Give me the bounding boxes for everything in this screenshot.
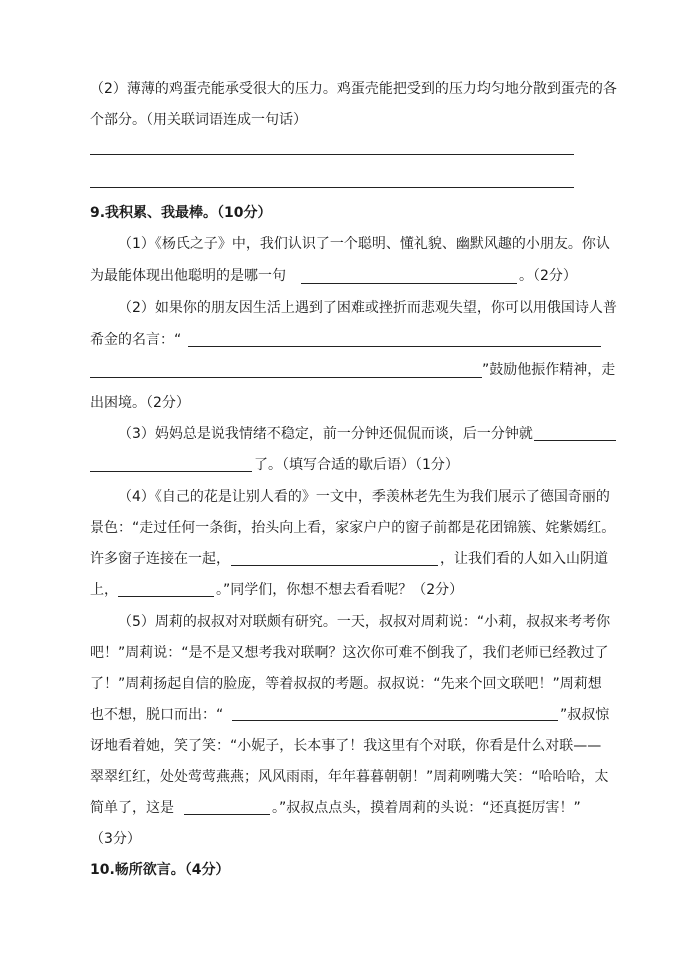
q9-2-line1 — [118, 298, 688, 318]
q9-5-line2 — [90, 643, 688, 663]
q9-4-line3-end — [440, 549, 688, 569]
text: （1）《杨氏之子》中，我们认识了一个聪明、懂礼貌、幽默风趣的小朋友。你认 — [118, 236, 610, 252]
q9-1-line2-end — [519, 266, 688, 286]
blank-9-5a[interactable] — [232, 720, 558, 721]
text: 也不想，脱口而出：“ — [90, 707, 224, 723]
text: 上， — [90, 582, 118, 598]
q9-2-line3-end — [482, 360, 688, 380]
text: 吧！”周莉说：“是不是又想考我对联啊？这次你可难不倒我了，我们老师已经教过了 — [90, 645, 609, 661]
q9-5-line4-end — [560, 705, 688, 725]
q9-5-line3 — [90, 674, 688, 694]
q9-5-line7-end — [272, 798, 688, 818]
blank-9-1[interactable] — [301, 283, 517, 284]
q9-4-line4-end — [216, 580, 688, 600]
text: 。（2分） — [519, 268, 577, 284]
text: （2）如果你的朋友因生活上遇到了困难或挫折而悲观失望，你可以用俄国诗人普 — [118, 300, 617, 316]
q9-4-line1 — [118, 487, 688, 507]
answer-line-2[interactable] — [90, 187, 574, 188]
blank-9-2b[interactable] — [90, 377, 482, 378]
text: 为最能体现出他聪明的是哪一句 — [90, 268, 286, 284]
text: 9.我积累、我最棒。（10分） — [90, 205, 272, 221]
blank-9-3b[interactable] — [90, 471, 252, 472]
q9-3-line1 — [118, 424, 688, 444]
text: 简单了，这是 — [90, 800, 174, 816]
text: （5）周莉的叔叔对对联颇有研究。一天，叔叔对周莉说：“小莉，叔叔来考考你 — [118, 614, 611, 630]
q9-2-line2 — [90, 330, 688, 350]
text: （3分） — [90, 831, 141, 847]
text: 翠翠红红，处处莺莺燕燕；风风雨雨，年年暮暮朝朝！”周莉咧嘴大笑：“哈哈哈，太 — [90, 769, 609, 785]
q10-heading — [90, 860, 688, 880]
text: 。”叔叔点点头，摸着周莉的头说：“还真挺厉害！” — [272, 800, 581, 816]
text: 了！”周莉扬起自信的脸庞，等着叔叔的考题。叔叔说：“先来个回文联吧！”周莉想 — [90, 676, 602, 692]
q9-heading — [90, 203, 688, 223]
text: （4）《自己的花是让别人看的》一文中，季羡林老先生为我们展示了德国奇丽的 — [118, 489, 610, 505]
blank-9-2a[interactable] — [188, 346, 601, 347]
blank-9-4b[interactable] — [118, 596, 214, 597]
blank-9-4a[interactable] — [231, 565, 438, 566]
text: 景色：“走过任何一条街，抬头向上看，家家户户的窗子前都是花团锦簇、姹紫嫣红。 — [90, 520, 616, 536]
text: 10.畅所欲言。（4分） — [90, 862, 230, 878]
text: 讶地看着她，笑了笑：“小妮子，长本事了！我这里有个对联，你看是什么对联—— — [90, 738, 602, 754]
q9-5-line6 — [90, 767, 688, 787]
q9-5-line5 — [90, 736, 688, 756]
text: ，让我们看的人如入山阴道 — [440, 551, 608, 567]
blank-9-3a[interactable] — [534, 440, 616, 441]
q9-4-line2 — [90, 518, 688, 538]
text: （3）妈妈总是说我情绪不稳定，前一分钟还侃侃而谈，后一分钟就 — [118, 426, 533, 442]
q8-2-line1 — [90, 79, 630, 99]
blank-9-5b[interactable] — [184, 814, 270, 815]
text: 。”同学们，你想不想去看看呢？（2分） — [216, 582, 464, 598]
q8-2-line2 — [90, 110, 630, 130]
q9-3-line2-end — [254, 455, 688, 475]
text: 希金的名言：“ — [90, 332, 182, 348]
q9-2-line4 — [90, 393, 688, 413]
text: 了。（填写合适的歇后语）（1分） — [254, 457, 459, 473]
text: （2）薄薄的鸡蛋壳能承受很大的压力。鸡蛋壳能把受到的压力均匀地分散到蛋壳的各 — [90, 81, 617, 97]
text: 出困境。（2分） — [90, 395, 190, 411]
text: ”叔叔惊 — [560, 707, 610, 723]
text: 个部分。（用关联词语连成一句话） — [90, 112, 307, 128]
q9-5-line8 — [90, 829, 688, 849]
text: 许多窗子连接在一起， — [90, 551, 230, 567]
text: ”鼓励他振作精神，走 — [482, 362, 616, 378]
q9-1-line1 — [118, 234, 688, 254]
answer-line-1[interactable] — [90, 154, 574, 155]
q9-5-line1 — [118, 612, 688, 632]
